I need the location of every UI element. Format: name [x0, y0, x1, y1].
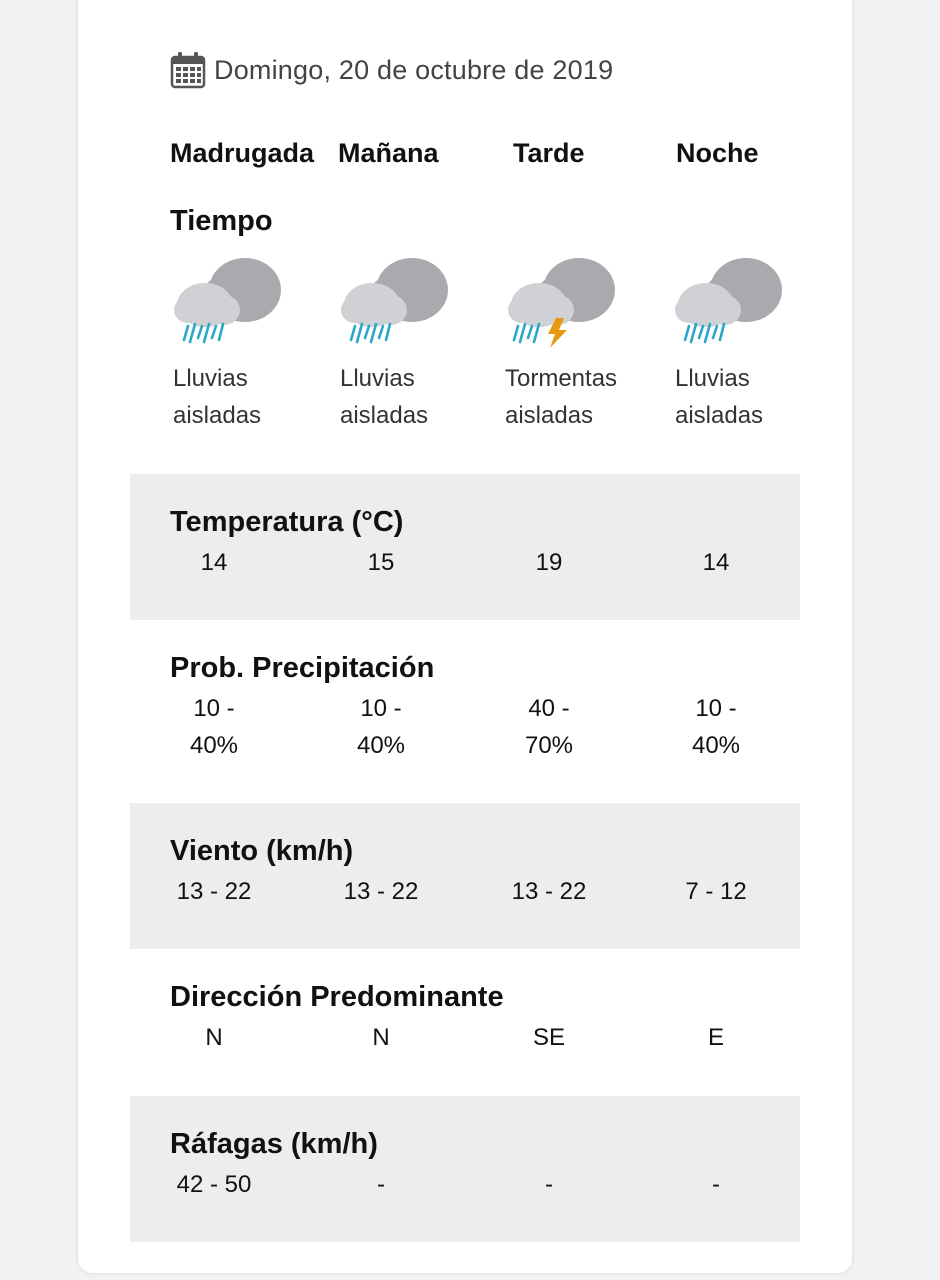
tiempo-title: Tiempo: [170, 205, 273, 237]
precip-madrugada-line2: 40%: [189, 732, 239, 759]
temp-madrugada: 14: [200, 549, 228, 576]
precipitacion-section: [130, 620, 800, 804]
period-manana: Mañana: [338, 138, 439, 168]
rain-cloud-icon: [337, 250, 457, 352]
rafagas-section: [130, 1096, 800, 1242]
precipitacion-title: Prob. Precipitación: [170, 652, 435, 684]
weather-label-noche: Lluvias aisladas: [675, 365, 764, 429]
precip-tarde-line2: 70%: [524, 732, 574, 759]
viento-noche: 7 - 12: [685, 878, 747, 905]
rafagas-madrugada: 42 - 50: [176, 1171, 252, 1198]
viento-madrugada: 13 - 22: [176, 878, 252, 905]
rain-cloud-icon: [671, 250, 791, 352]
rafagas-manana: -: [377, 1171, 385, 1198]
storm-cloud-icon: [504, 250, 624, 352]
precip-manana-line1: 10 -: [360, 695, 402, 722]
precip-tarde-line1: 40 -: [528, 695, 570, 722]
weather-icon-tarde: [504, 250, 634, 352]
precip-noche-line1: 10 -: [695, 695, 737, 722]
calendar-icon: [170, 51, 206, 89]
rafagas-noche: -: [712, 1171, 720, 1198]
weather-label-madrugada: Lluvias aisladas: [173, 365, 262, 429]
viento-manana: 13 - 22: [343, 878, 419, 905]
weather-icon-noche: [671, 250, 801, 352]
precip-noche-line2: 40%: [691, 732, 741, 759]
temp-manana: 15: [367, 549, 395, 576]
direccion-manana: N: [372, 1024, 390, 1051]
weather-icon-manana: [337, 250, 467, 352]
viento-section: [130, 803, 800, 949]
rafagas-title: Ráfagas (km/h): [170, 1128, 378, 1160]
weather-label-tarde: Tormentas aisladas: [505, 365, 618, 429]
direccion-noche: E: [707, 1024, 724, 1051]
direccion-section: [130, 949, 800, 1095]
temp-noche: 14: [702, 549, 730, 576]
temp-tarde: 19: [535, 549, 563, 576]
period-madrugada: Madrugada: [170, 138, 315, 168]
direccion-tarde: SE: [532, 1024, 565, 1051]
period-tarde: Tarde: [513, 138, 585, 168]
rain-cloud-icon: [170, 250, 290, 352]
viento-title: Viento (km/h): [170, 835, 354, 867]
date-header: [170, 48, 613, 92]
direccion-title: Dirección Predominante: [170, 981, 504, 1013]
weather-icon-madrugada: [170, 250, 300, 352]
period-headers: [0, 130, 940, 180]
period-noche: Noche: [676, 138, 759, 168]
precip-madrugada-line1: 10 -: [193, 695, 235, 722]
rafagas-tarde: -: [545, 1171, 553, 1198]
temperatura-title: Temperatura (°C): [170, 506, 404, 538]
precip-manana-line2: 40%: [356, 732, 406, 759]
direccion-madrugada: N: [205, 1024, 223, 1051]
weather-label-manana: Lluvias aisladas: [340, 365, 429, 429]
temperatura-section: [130, 474, 800, 620]
viento-tarde: 13 - 22: [511, 878, 587, 905]
date-text: Domingo, 20 de octubre de 2019: [214, 54, 614, 85]
